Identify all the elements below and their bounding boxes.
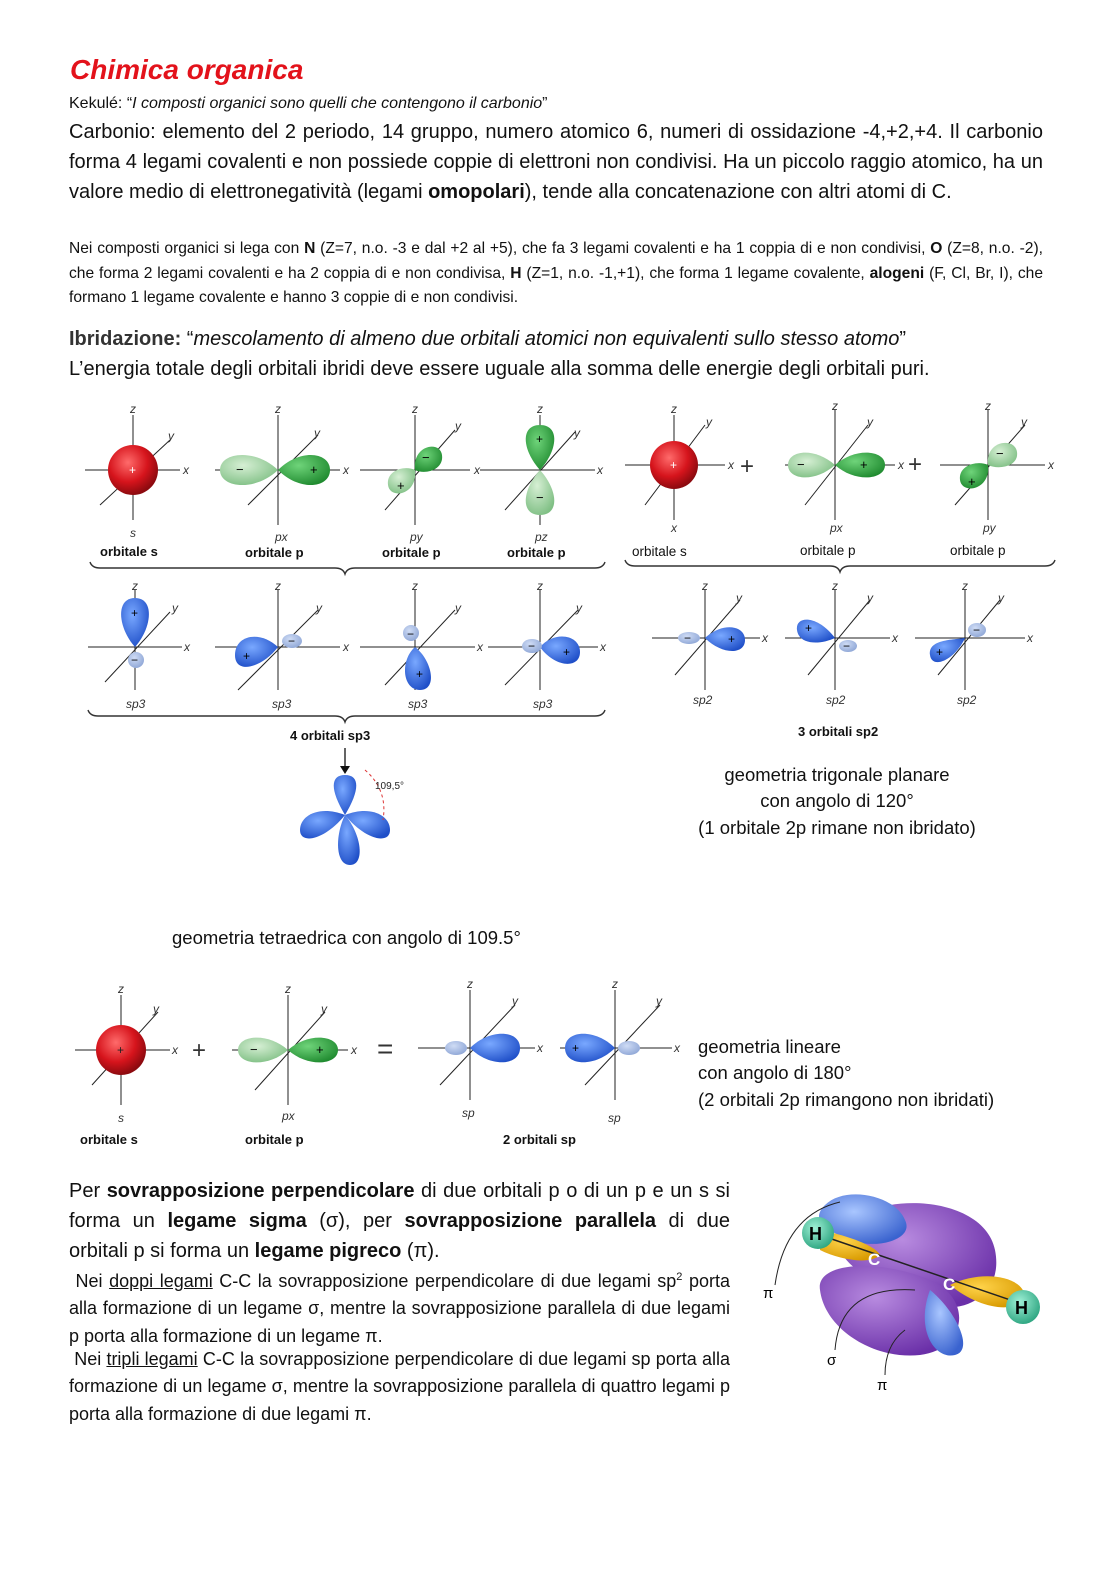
svg-text:−: − <box>797 457 805 472</box>
svg-text:H: H <box>1015 1298 1028 1318</box>
svg-text:−: − <box>422 450 430 465</box>
svg-text:orbitale s: orbitale s <box>100 544 158 559</box>
svg-text:x: x <box>343 640 349 654</box>
svg-text:y: y <box>512 994 518 1008</box>
svg-text:y: y <box>314 426 320 440</box>
orbital-py-right <box>940 399 1055 558</box>
svg-text:sp2: sp2 <box>957 693 977 707</box>
orbital-pz <box>480 402 604 560</box>
svg-text:x: x <box>477 640 483 654</box>
brace-sp3-bottom <box>88 710 605 722</box>
svg-text:−: − <box>407 627 415 641</box>
svg-text:y: y <box>736 591 742 605</box>
svg-text:σ: σ <box>827 1352 837 1369</box>
svg-text:+: + <box>860 457 868 472</box>
svg-text:y: y <box>998 591 1004 605</box>
orbital-sp3-1 <box>88 579 191 711</box>
svg-text:y: y <box>455 601 461 615</box>
svg-text:sp3: sp3 <box>408 697 428 711</box>
svg-text:π: π <box>877 1377 888 1394</box>
svg-text:+: + <box>536 432 544 446</box>
svg-text:−: − <box>684 631 692 645</box>
orbital-px <box>215 402 350 560</box>
svg-text:x: x <box>1048 458 1054 472</box>
svg-text:y: y <box>867 591 873 605</box>
svg-text:orbitale p: orbitale p <box>950 543 1006 558</box>
svg-text:109,5°: 109,5° <box>375 781 405 792</box>
tetrahedron-orbitals <box>300 770 404 865</box>
doppi-legami-paragraph: Nei doppi legami C-C la sovrapposizione perpendicolare di due legami $sp^2$ porta alla formazione di un legame σ, mentre la sovrapposizione parallela di due legami p porta alla formazione di un legame π. <box>69 1271 730 1346</box>
svg-text:z: z <box>285 982 291 996</box>
svg-text:z: z <box>832 399 838 413</box>
orbital-px-right <box>785 399 905 558</box>
svg-text:z: z <box>412 402 418 416</box>
equals-sign: = <box>377 1033 394 1064</box>
plus-2: + <box>908 451 923 478</box>
orbital-sp3-3 <box>360 579 484 711</box>
svg-text:+: + <box>728 632 736 646</box>
svg-text:s: s <box>118 1111 124 1125</box>
orbital-sp2-3 <box>915 579 1034 707</box>
svg-text:−: − <box>996 446 1004 461</box>
svg-text:x: x <box>474 463 480 477</box>
svg-text:sp3: sp3 <box>272 697 292 711</box>
svg-text:+: + <box>572 1041 580 1055</box>
brace-sp2 <box>625 560 1055 572</box>
orbital-s <box>85 402 190 559</box>
svg-text:y: y <box>574 426 580 440</box>
page-title: Chimica organica <box>70 54 304 85</box>
orbital-s-right <box>625 402 735 559</box>
svg-text:z: z <box>832 579 838 593</box>
svg-text:+: + <box>129 463 137 477</box>
svg-text:orbitale s: orbitale s <box>80 1132 138 1147</box>
svg-text:x: x <box>674 1041 680 1055</box>
svg-text:x: x <box>351 1043 357 1057</box>
svg-text:y: y <box>321 1002 327 1016</box>
svg-text:+: + <box>316 1042 324 1057</box>
kekule-line: Kekulé: “I composti organici sono quelli che contengono il carbonio” <box>69 95 548 112</box>
sp2-group-label: 3 orbitali sp2 <box>798 724 879 739</box>
svg-text:+: + <box>310 462 318 477</box>
svg-text:−: − <box>131 653 139 667</box>
svg-text:−: − <box>288 634 296 648</box>
svg-text:y: y <box>172 601 178 615</box>
svg-text:−: − <box>843 639 851 653</box>
svg-text:x: x <box>183 463 189 477</box>
svg-text:C: C <box>943 1275 956 1294</box>
svg-text:z: z <box>275 402 281 416</box>
svg-text:s: s <box>130 526 136 540</box>
svg-text:y: y <box>153 1002 159 1016</box>
svg-text:orbitale p: orbitale p <box>800 543 856 558</box>
svg-text:z: z <box>275 579 281 593</box>
svg-text:C: C <box>868 1250 881 1269</box>
svg-text:x: x <box>184 640 190 654</box>
svg-text:orbitale p: orbitale p <box>382 545 441 560</box>
svg-text:z: z <box>130 402 136 416</box>
svg-text:z: z <box>132 579 138 593</box>
svg-text:−: − <box>236 462 244 477</box>
svg-text:y: y <box>316 601 322 615</box>
svg-text:+: + <box>968 474 976 489</box>
svg-text:y: y <box>867 415 873 429</box>
svg-text:z: z <box>985 399 991 413</box>
svg-text:orbitale p: orbitale p <box>245 1132 304 1147</box>
svg-text:pz: pz <box>535 530 548 544</box>
caption-trigonale: geometria trigonale planare con angolo di 120° (1 orbitale 2p rimane non ibridato) <box>698 764 976 838</box>
svg-text:y: y <box>1021 415 1027 429</box>
svg-text:x: x <box>172 1043 178 1057</box>
svg-text:−: − <box>250 1042 258 1057</box>
orbital-sp3-4 <box>488 579 607 711</box>
tripli-legami-paragraph: Nei tripli legami C-C la sovrapposizione perpendicolare di due legami sp porta alla formazione di un legame σ, mentre la sovrapposizione parallela di quattro legami p porta alla formazione di due legami π. <box>69 1349 730 1424</box>
svg-text:orbitale s: orbitale s <box>632 544 687 559</box>
sp-group-label: 2 orbitali sp <box>503 1132 576 1147</box>
svg-text:z: z <box>962 579 968 593</box>
svg-text:z: z <box>412 579 418 593</box>
svg-text:y: y <box>656 994 662 1008</box>
plus-1: + <box>740 453 755 480</box>
svg-text:x: x <box>762 631 768 645</box>
orbital-sp2-1 <box>652 579 769 707</box>
svg-text:−: − <box>536 490 544 505</box>
orbital-py <box>360 402 481 560</box>
composti-paragraph: Nei composti organici si lega con N (Z=7, n.o. -3 e dal +2 al +5), che fa 3 legami covalenti e ha 1 coppia di e non condivisi, O (Z=8, n.o. -2), che forma 2 legami covalenti e ha 2 coppia di e non condivisa, H (Z=1, n.o. -1,+1), che forma 1 legame covalente, alogeni (F, Cl, Br, I), che formano 1 legame covalente e hanno 3 coppie di e non condivisi. <box>69 240 1043 306</box>
ethene-bonding-figure <box>755 1180 1055 1405</box>
svg-text:sp3: sp3 <box>533 697 553 711</box>
svg-text:y: y <box>706 415 712 429</box>
ibridazione-paragraph: Ibridazione: “mescolamento di almeno due orbitali atomici non equivalenti sullo stesso atomo” L’energia totale degli orbitali ibridi deve essere uguale alla somma delle energie degli orbitali puri. <box>69 328 930 380</box>
svg-text:sp: sp <box>608 1111 621 1125</box>
svg-text:z: z <box>537 579 543 593</box>
svg-text:+: + <box>131 606 139 620</box>
svg-text:orbitale p: orbitale p <box>507 545 566 560</box>
svg-text:x: x <box>728 458 734 472</box>
sp3-group-label: 4 orbitali sp3 <box>290 728 371 743</box>
svg-text:+: + <box>243 649 251 663</box>
svg-text:sp: sp <box>462 1106 475 1120</box>
svg-text:x: x <box>343 463 349 477</box>
svg-text:x: x <box>600 640 606 654</box>
svg-text:π: π <box>763 1285 774 1302</box>
carbonio-paragraph: Carbonio: elemento del 2 periodo, 14 gruppo, numero atomico 6, numeri di ossidazione -4,+2,+4. Il carbonio forma 4 legami covalenti e non possiede coppie di elettroni non condivisi. Ha un piccolo raggio atomico, ha un valore medio di elettronegatività (legami omopolari), tende alla concatenazione con altri atomi di C. <box>69 121 1043 203</box>
svg-text:x: x <box>597 463 603 477</box>
svg-text:sp2: sp2 <box>693 693 713 707</box>
svg-text:z: z <box>118 982 124 996</box>
svg-text:x: x <box>537 1041 543 1055</box>
svg-text:+: + <box>397 478 405 493</box>
orbital-sp2-2 <box>785 579 899 707</box>
svg-text:−: − <box>973 623 981 637</box>
svg-text:x: x <box>671 521 677 535</box>
caption-lineare: geometria lineare con angolo di 180° (2 orbitali 2p rimangono non ibridati) <box>698 1036 995 1110</box>
svg-text:py: py <box>410 530 423 544</box>
svg-text:orbitale p: orbitale p <box>245 545 304 560</box>
svg-text:+: + <box>805 621 813 635</box>
svg-text:y: y <box>168 429 174 443</box>
svg-text:x: x <box>898 458 904 472</box>
svg-text:−: − <box>528 639 536 653</box>
svg-text:y: y <box>576 601 582 615</box>
svg-text:x: x <box>1027 631 1033 645</box>
orbital-sp-2 <box>560 977 681 1125</box>
caption-tetraedrica: geometria tetraedrica con angolo di 109.5° <box>172 927 521 948</box>
plus-3: + <box>192 1037 207 1064</box>
svg-text:sp3: sp3 <box>126 697 146 711</box>
orbital-s-sp <box>75 982 179 1147</box>
orbital-sp-1 <box>418 977 544 1120</box>
svg-text:px: px <box>282 1109 295 1123</box>
svg-text:z: z <box>467 977 473 991</box>
svg-text:px: px <box>275 530 288 544</box>
svg-text:px: px <box>830 521 843 535</box>
svg-text:sp2: sp2 <box>826 693 846 707</box>
legami-paragraph: Per sovrapposizione perpendicolare di due orbitali p o di un p e un s si forma un legame sigma (σ), per sovrapposizione parallela di due orbitali p si forma un legame pigreco (π). <box>69 1180 731 1262</box>
svg-text:+: + <box>936 645 944 659</box>
svg-text:+: + <box>563 645 571 659</box>
svg-text:y: y <box>455 419 461 433</box>
svg-text:py: py <box>983 521 996 535</box>
svg-text:+: + <box>117 1043 125 1057</box>
svg-text:+: + <box>670 458 678 472</box>
brace-sp3 <box>90 562 605 574</box>
svg-text:z: z <box>537 402 543 416</box>
svg-text:H: H <box>809 1224 822 1244</box>
orbital-sp3-2 <box>215 579 350 711</box>
svg-text:x: x <box>892 631 898 645</box>
orbital-px-sp <box>232 982 358 1147</box>
svg-text:+: + <box>416 667 424 681</box>
svg-text:z: z <box>671 402 677 416</box>
svg-text:z: z <box>702 579 708 593</box>
svg-text:z: z <box>612 977 618 991</box>
